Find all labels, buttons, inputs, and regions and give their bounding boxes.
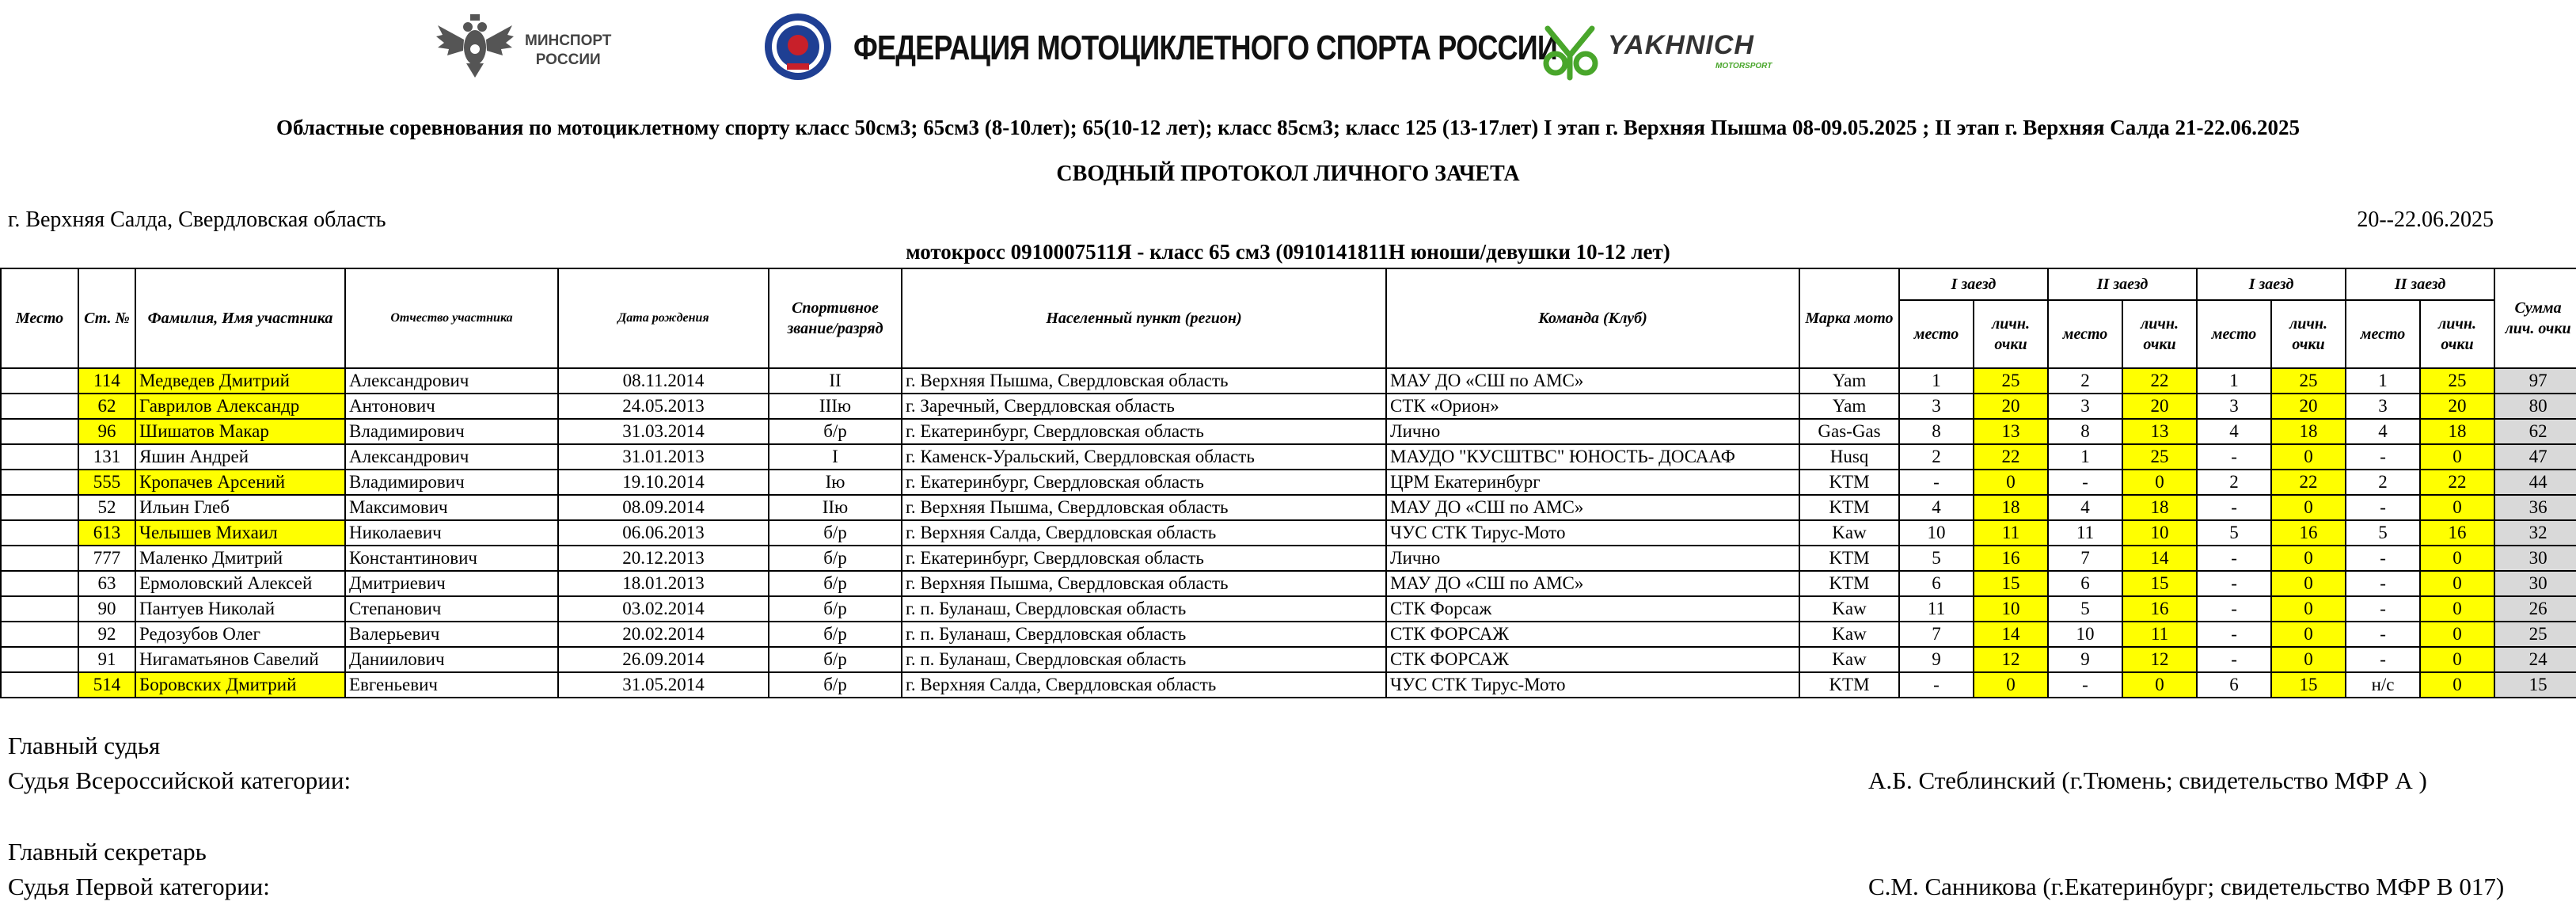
city-cell: г. Верхняя Пышма, Свердловская область xyxy=(902,571,1386,596)
total-points-cell: 30 xyxy=(2494,571,2576,596)
start-number-cell: 131 xyxy=(78,444,135,470)
table-row xyxy=(1,622,2576,647)
table-row xyxy=(1,647,2576,672)
sport-rank-cell: Iю xyxy=(769,470,902,495)
race-4-place-cell: - xyxy=(2346,596,2420,622)
eagle-emblem-icon xyxy=(431,11,519,79)
rider-name-cell: Нигаматьянов Савелий xyxy=(135,647,345,672)
minsport-logo xyxy=(431,11,614,79)
header-name: Фамилия, Имя участника xyxy=(135,268,345,368)
total-points-cell: 26 xyxy=(2494,596,2576,622)
chief-secretary-title: Главный секретарь xyxy=(8,838,207,865)
header-race-4-points: личн. очки xyxy=(2420,300,2494,368)
start-number-cell: 514 xyxy=(78,672,135,698)
race-4-place-cell: - xyxy=(2346,622,2420,647)
total-points-cell: 30 xyxy=(2494,546,2576,571)
rank-place-cell xyxy=(1,571,78,596)
patronymic-cell: Степанович xyxy=(345,596,558,622)
federation-emblem-icon xyxy=(760,11,839,82)
race-4-points-cell: 25 xyxy=(2420,368,2494,394)
rank-place-cell xyxy=(1,596,78,622)
city-cell: г. п. Буланаш, Свердловская область xyxy=(902,622,1386,647)
team-cell: Лично xyxy=(1386,546,1799,571)
race-4-points-cell: 0 xyxy=(2420,571,2494,596)
total-points-cell: 80 xyxy=(2494,394,2576,419)
moto-brand-cell: KTM xyxy=(1799,672,1899,698)
header-birth: Дата рождения xyxy=(558,268,769,368)
race-2-points-cell: 12 xyxy=(2122,647,2197,672)
rider-name-cell: Ильин Глеб xyxy=(135,495,345,520)
team-cell: МАУ ДО «СШ по АМС» xyxy=(1386,571,1799,596)
sport-rank-cell: б/р xyxy=(769,596,902,622)
race-1-points-cell: 14 xyxy=(1974,622,2048,647)
race-4-points-cell: 16 xyxy=(2420,520,2494,546)
logos-bar xyxy=(0,6,2576,79)
federation-name: ФЕДЕРАЦИЯ МОТОЦИКЛЕТНОГО СПОРТА РОССИИ xyxy=(853,29,1558,67)
moto-brand-cell: KTM xyxy=(1799,470,1899,495)
race-4-points-cell: 0 xyxy=(2420,546,2494,571)
team-cell: СТК Форсаж xyxy=(1386,596,1799,622)
race-1-place-cell: 11 xyxy=(1899,596,1974,622)
rank-place-cell xyxy=(1,444,78,470)
event-dates: 20--22.06.2025 xyxy=(2357,207,2494,232)
start-number-cell: 114 xyxy=(78,368,135,394)
competition-title: Областные соревнования по мотоциклетному спорту класс 50см3; 65см3 (8-10лет); 65(10-12 лет); класс 85см3; класс 125 (13-17лет) I этап г. Верхняя Пышма 08-09.05.2025 ; II этап г. Верхняя Салда 21-22.06.2025 xyxy=(275,116,2301,139)
race-1-place-cell: 1 xyxy=(1899,368,1974,394)
rank-place-cell xyxy=(1,368,78,394)
race-2-points-cell: 22 xyxy=(2122,368,2197,394)
race-4-points-cell: 20 xyxy=(2420,394,2494,419)
city-cell: г. Верхняя Пышма, Свердловская область xyxy=(902,495,1386,520)
race-1-points-cell: 13 xyxy=(1974,419,2048,444)
race-4-place-cell: 1 xyxy=(2346,368,2420,394)
race-4-points-cell: 0 xyxy=(2420,622,2494,647)
moto-brand-cell: KTM xyxy=(1799,495,1899,520)
patronymic-cell: Антонович xyxy=(345,394,558,419)
race-1-points-cell: 12 xyxy=(1974,647,2048,672)
header-race-2: II заезд xyxy=(2048,268,2197,300)
race-2-place-cell: 6 xyxy=(2048,571,2122,596)
patronymic-cell: Александрович xyxy=(345,368,558,394)
header-race-1-points: личн. очки xyxy=(1974,300,2048,368)
race-2-points-cell: 15 xyxy=(2122,571,2197,596)
race-3-points-cell: 0 xyxy=(2271,647,2346,672)
race-2-points-cell: 20 xyxy=(2122,394,2197,419)
header-race-2-points: личн. очки xyxy=(2122,300,2197,368)
birth-date-cell: 03.02.2014 xyxy=(558,596,769,622)
table-row xyxy=(1,571,2576,596)
race-1-points-cell: 0 xyxy=(1974,470,2048,495)
race-4-place-cell: - xyxy=(2346,647,2420,672)
team-cell: СТК «Орион» xyxy=(1386,394,1799,419)
start-number-cell: 777 xyxy=(78,546,135,571)
header-race-1: I заезд xyxy=(1899,268,2048,300)
race-4-points-cell: 0 xyxy=(2420,647,2494,672)
start-number-cell: 52 xyxy=(78,495,135,520)
team-cell: ЧУС СТК Тирус-Мото xyxy=(1386,672,1799,698)
start-number-cell: 96 xyxy=(78,419,135,444)
city-cell: г. Екатеринбург, Свердловская область xyxy=(902,546,1386,571)
birth-date-cell: 20.12.2013 xyxy=(558,546,769,571)
header-patronymic: Отчество участника xyxy=(345,268,558,368)
patronymic-cell: Валерьевич xyxy=(345,622,558,647)
rider-name-cell: Пантуев Николай xyxy=(135,596,345,622)
race-2-points-cell: 0 xyxy=(2122,470,2197,495)
race-3-place-cell: - xyxy=(2197,647,2271,672)
sport-rank-cell: б/р xyxy=(769,520,902,546)
chief-secretary-category: Судья Первой категории: xyxy=(8,873,270,900)
patronymic-cell: Дмитриевич xyxy=(345,571,558,596)
federation-logo xyxy=(760,11,1558,82)
rider-name-cell: Боровских Дмитрий xyxy=(135,672,345,698)
city-cell: г. Верхняя Салда, Свердловская область xyxy=(902,672,1386,698)
race-2-place-cell: 2 xyxy=(2048,368,2122,394)
table-row xyxy=(1,520,2576,546)
moto-brand-cell: Kaw xyxy=(1799,520,1899,546)
team-cell: СТК ФОРСАЖ xyxy=(1386,622,1799,647)
team-cell: Лично xyxy=(1386,419,1799,444)
start-number-cell: 92 xyxy=(78,622,135,647)
patronymic-cell: Евгеньевич xyxy=(345,672,558,698)
race-3-place-cell: 1 xyxy=(2197,368,2271,394)
start-number-cell: 555 xyxy=(78,470,135,495)
team-cell: МАУ ДО «СШ по АМС» xyxy=(1386,495,1799,520)
table-row xyxy=(1,672,2576,698)
total-points-cell: 32 xyxy=(2494,520,2576,546)
race-2-place-cell: 9 xyxy=(2048,647,2122,672)
chief-judge-name: А.Б. Стеблинский (г.Тюмень; свидетельство МФР А ) xyxy=(1868,766,2427,794)
table-row xyxy=(1,368,2576,394)
rank-place-cell xyxy=(1,672,78,698)
sport-rank-cell: б/р xyxy=(769,419,902,444)
race-4-place-cell: - xyxy=(2346,546,2420,571)
sport-rank-cell: б/р xyxy=(769,546,902,571)
race-1-place-cell: 9 xyxy=(1899,647,1974,672)
rank-place-cell xyxy=(1,647,78,672)
birth-date-cell: 24.05.2013 xyxy=(558,394,769,419)
race-4-place-cell: 3 xyxy=(2346,394,2420,419)
table-row xyxy=(1,444,2576,470)
race-1-place-cell: 3 xyxy=(1899,394,1974,419)
header-race-3: I заезд xyxy=(2197,268,2346,300)
birth-date-cell: 20.02.2014 xyxy=(558,622,769,647)
race-3-place-cell: - xyxy=(2197,495,2271,520)
moto-brand-cell: Gas-Gas xyxy=(1799,419,1899,444)
race-3-points-cell: 0 xyxy=(2271,571,2346,596)
race-1-points-cell: 11 xyxy=(1974,520,2048,546)
birth-date-cell: 06.06.2013 xyxy=(558,520,769,546)
rank-place-cell xyxy=(1,495,78,520)
header-moto: Марка мото xyxy=(1799,268,1899,368)
race-3-points-cell: 22 xyxy=(2271,470,2346,495)
start-number-cell: 63 xyxy=(78,571,135,596)
total-points-cell: 25 xyxy=(2494,622,2576,647)
race-3-points-cell: 20 xyxy=(2271,394,2346,419)
rider-name-cell: Челышев Михаил xyxy=(135,520,345,546)
race-4-points-cell: 0 xyxy=(2420,495,2494,520)
chief-judge-category: Судья Всероссийской категории: xyxy=(8,766,351,794)
patronymic-cell: Владимирович xyxy=(345,470,558,495)
race-2-place-cell: - xyxy=(2048,470,2122,495)
header-race-3-place: место xyxy=(2197,300,2271,368)
chief-judge-title: Главный судья xyxy=(8,732,161,759)
race-2-points-cell: 16 xyxy=(2122,596,2197,622)
table-row xyxy=(1,495,2576,520)
race-2-points-cell: 13 xyxy=(2122,419,2197,444)
city-cell: г. Екатеринбург, Свердловская область xyxy=(902,470,1386,495)
start-number-cell: 613 xyxy=(78,520,135,546)
race-2-points-cell: 18 xyxy=(2122,495,2197,520)
race-2-place-cell: 8 xyxy=(2048,419,2122,444)
race-1-place-cell: - xyxy=(1899,672,1974,698)
race-2-points-cell: 14 xyxy=(2122,546,2197,571)
race-1-points-cell: 20 xyxy=(1974,394,2048,419)
sport-rank-cell: б/р xyxy=(769,622,902,647)
yakhnich-emblem-icon xyxy=(1540,19,1603,82)
race-4-points-cell: 0 xyxy=(2420,672,2494,698)
city-cell: г. Заречный, Свердловская область xyxy=(902,394,1386,419)
birth-date-cell: 26.09.2014 xyxy=(558,647,769,672)
moto-brand-cell: Yam xyxy=(1799,368,1899,394)
class-subtitle: мотокросс 0910007511Я - класс 65 см3 (0910141811Н юноши/девушки 10-12 лет) xyxy=(906,240,1670,264)
team-cell: ЦРМ Екатеринбург xyxy=(1386,470,1799,495)
header-place: Место xyxy=(1,268,78,368)
race-3-place-cell: 6 xyxy=(2197,672,2271,698)
sport-rank-cell: б/р xyxy=(769,571,902,596)
race-3-points-cell: 0 xyxy=(2271,546,2346,571)
race-1-points-cell: 0 xyxy=(1974,672,2048,698)
race-1-place-cell: 5 xyxy=(1899,546,1974,571)
race-2-points-cell: 10 xyxy=(2122,520,2197,546)
patronymic-cell: Максимович xyxy=(345,495,558,520)
header-race-1-place: место xyxy=(1899,300,1974,368)
rider-name-cell: Кропачев Арсений xyxy=(135,470,345,495)
race-2-points-cell: 11 xyxy=(2122,622,2197,647)
rank-place-cell xyxy=(1,470,78,495)
race-2-points-cell: 0 xyxy=(2122,672,2197,698)
table-row xyxy=(1,596,2576,622)
total-points-cell: 47 xyxy=(2494,444,2576,470)
sponsor-logo xyxy=(1540,19,1801,82)
race-4-place-cell: н/с xyxy=(2346,672,2420,698)
results-table xyxy=(0,268,2576,698)
rider-name-cell: Маленко Дмитрий xyxy=(135,546,345,571)
race-4-points-cell: 0 xyxy=(2420,444,2494,470)
total-points-cell: 36 xyxy=(2494,495,2576,520)
moto-brand-cell: Kaw xyxy=(1799,596,1899,622)
table-row xyxy=(1,394,2576,419)
rank-place-cell xyxy=(1,546,78,571)
race-2-points-cell: 25 xyxy=(2122,444,2197,470)
race-4-place-cell: 5 xyxy=(2346,520,2420,546)
birth-date-cell: 31.05.2014 xyxy=(558,672,769,698)
race-3-place-cell: - xyxy=(2197,622,2271,647)
protocol-title: СВОДНЫЙ ПРОТОКОЛ ЛИЧНОГО ЗАЧЕТА xyxy=(1056,162,1520,186)
race-3-place-cell: 5 xyxy=(2197,520,2271,546)
moto-brand-cell: Husq xyxy=(1799,444,1899,470)
sponsor-sub: MOTORSPORT xyxy=(1715,62,1772,70)
patronymic-cell: Александрович xyxy=(345,444,558,470)
race-1-place-cell: 10 xyxy=(1899,520,1974,546)
race-4-points-cell: 22 xyxy=(2420,470,2494,495)
rank-place-cell xyxy=(1,419,78,444)
city-cell: г. п. Буланаш, Свердловская область xyxy=(902,596,1386,622)
race-1-place-cell: 4 xyxy=(1899,495,1974,520)
race-3-points-cell: 16 xyxy=(2271,520,2346,546)
race-1-place-cell: 2 xyxy=(1899,444,1974,470)
race-3-place-cell: - xyxy=(2197,571,2271,596)
sport-rank-cell: б/р xyxy=(769,672,902,698)
total-points-cell: 15 xyxy=(2494,672,2576,698)
race-1-points-cell: 22 xyxy=(1974,444,2048,470)
total-points-cell: 62 xyxy=(2494,419,2576,444)
sport-rank-cell: II xyxy=(769,368,902,394)
header-rank: Спортивное звание/разряд xyxy=(769,268,902,368)
race-3-place-cell: - xyxy=(2197,546,2271,571)
patronymic-cell: Константинович xyxy=(345,546,558,571)
team-cell: ЧУС СТК Тирус-Мото xyxy=(1386,520,1799,546)
city-cell: г. Каменск-Уральский, Свердловская область xyxy=(902,444,1386,470)
race-4-place-cell: 4 xyxy=(2346,419,2420,444)
race-4-place-cell: - xyxy=(2346,444,2420,470)
race-2-place-cell: 5 xyxy=(2048,596,2122,622)
moto-brand-cell: KTM xyxy=(1799,546,1899,571)
race-1-points-cell: 15 xyxy=(1974,571,2048,596)
race-3-place-cell: 2 xyxy=(2197,470,2271,495)
rider-name-cell: Яшин Андрей xyxy=(135,444,345,470)
results-body xyxy=(1,368,2576,698)
start-number-cell: 90 xyxy=(78,596,135,622)
race-3-place-cell: 3 xyxy=(2197,394,2271,419)
total-points-cell: 97 xyxy=(2494,368,2576,394)
sport-rank-cell: б/р xyxy=(769,647,902,672)
header-race-4: II заезд xyxy=(2346,268,2494,300)
header-race-3-points: личн. очки xyxy=(2271,300,2346,368)
header-total: Сумма лич. очки xyxy=(2494,268,2576,368)
race-4-place-cell: - xyxy=(2346,571,2420,596)
patronymic-cell: Даниилович xyxy=(345,647,558,672)
start-number-cell: 62 xyxy=(78,394,135,419)
city-cell: г. Екатеринбург, Свердловская область xyxy=(902,419,1386,444)
moto-brand-cell: KTM xyxy=(1799,571,1899,596)
birth-date-cell: 31.01.2013 xyxy=(558,444,769,470)
team-cell: МАУДО "КУСШТВС" ЮНОСТЬ- ДОСААФ xyxy=(1386,444,1799,470)
table-row xyxy=(1,470,2576,495)
race-2-place-cell: 7 xyxy=(2048,546,2122,571)
moto-brand-cell: Kaw xyxy=(1799,622,1899,647)
race-3-points-cell: 18 xyxy=(2271,419,2346,444)
race-3-place-cell: 4 xyxy=(2197,419,2271,444)
race-2-place-cell: 3 xyxy=(2048,394,2122,419)
race-3-points-cell: 25 xyxy=(2271,368,2346,394)
race-4-points-cell: 18 xyxy=(2420,419,2494,444)
header-team: Команда (Клуб) xyxy=(1386,268,1799,368)
header-start-no: Ст. № xyxy=(78,268,135,368)
race-2-place-cell: 4 xyxy=(2048,495,2122,520)
start-number-cell: 91 xyxy=(78,647,135,672)
birth-date-cell: 31.03.2014 xyxy=(558,419,769,444)
race-1-place-cell: - xyxy=(1899,470,1974,495)
race-1-points-cell: 18 xyxy=(1974,495,2048,520)
race-1-points-cell: 16 xyxy=(1974,546,2048,571)
race-4-points-cell: 0 xyxy=(2420,596,2494,622)
patronymic-cell: Владимирович xyxy=(345,419,558,444)
rider-name-cell: Медведев Дмитрий xyxy=(135,368,345,394)
rider-name-cell: Шишатов Макар xyxy=(135,419,345,444)
race-3-place-cell: - xyxy=(2197,444,2271,470)
city-cell: г. п. Буланаш, Свердловская область xyxy=(902,647,1386,672)
moto-brand-cell: Yam xyxy=(1799,394,1899,419)
rank-place-cell xyxy=(1,394,78,419)
race-2-place-cell: 10 xyxy=(2048,622,2122,647)
minsport-line1: МИНСПОРТ xyxy=(525,32,612,49)
city-cell: г. Верхняя Салда, Свердловская область xyxy=(902,520,1386,546)
patronymic-cell: Николаевич xyxy=(345,520,558,546)
sport-rank-cell: IIIю xyxy=(769,394,902,419)
race-2-place-cell: - xyxy=(2048,672,2122,698)
venue-location: г. Верхняя Салда, Свердловская область xyxy=(8,207,386,232)
team-cell: СТК ФОРСАЖ xyxy=(1386,647,1799,672)
total-points-cell: 24 xyxy=(2494,647,2576,672)
sponsor-name: YAKHNICH xyxy=(1608,30,1754,60)
rider-name-cell: Ермоловский Алексей xyxy=(135,571,345,596)
city-cell: г. Верхняя Пышма, Свердловская область xyxy=(902,368,1386,394)
rank-place-cell xyxy=(1,622,78,647)
sport-rank-cell: IIю xyxy=(769,495,902,520)
rider-name-cell: Гаврилов Александр xyxy=(135,394,345,419)
race-1-points-cell: 10 xyxy=(1974,596,2048,622)
rider-name-cell: Редозубов Олег xyxy=(135,622,345,647)
race-3-points-cell: 0 xyxy=(2271,622,2346,647)
birth-date-cell: 08.09.2014 xyxy=(558,495,769,520)
race-3-points-cell: 15 xyxy=(2271,672,2346,698)
header-race-2-place: место xyxy=(2048,300,2122,368)
race-1-place-cell: 7 xyxy=(1899,622,1974,647)
table-row xyxy=(1,419,2576,444)
rank-place-cell xyxy=(1,520,78,546)
race-3-place-cell: - xyxy=(2197,596,2271,622)
race-1-place-cell: 8 xyxy=(1899,419,1974,444)
moto-brand-cell: Kaw xyxy=(1799,647,1899,672)
race-1-place-cell: 6 xyxy=(1899,571,1974,596)
race-2-place-cell: 1 xyxy=(2048,444,2122,470)
race-4-place-cell: - xyxy=(2346,495,2420,520)
chief-secretary-name: С.М. Санникова (г.Екатеринбург; свидетельство МФР В 017) xyxy=(1868,873,2505,900)
birth-date-cell: 08.11.2014 xyxy=(558,368,769,394)
header-city: Населенный пункт (регион) xyxy=(902,268,1386,368)
header-race-4-place: место xyxy=(2346,300,2420,368)
race-4-place-cell: 2 xyxy=(2346,470,2420,495)
total-points-cell: 44 xyxy=(2494,470,2576,495)
team-cell: МАУ ДО «СШ по АМС» xyxy=(1386,368,1799,394)
sport-rank-cell: I xyxy=(769,444,902,470)
birth-date-cell: 18.01.2013 xyxy=(558,571,769,596)
table-row xyxy=(1,546,2576,571)
race-2-place-cell: 11 xyxy=(2048,520,2122,546)
birth-date-cell: 19.10.2014 xyxy=(558,470,769,495)
race-3-points-cell: 0 xyxy=(2271,596,2346,622)
race-1-points-cell: 25 xyxy=(1974,368,2048,394)
race-3-points-cell: 0 xyxy=(2271,495,2346,520)
minsport-line2: РОССИИ xyxy=(535,51,601,68)
race-3-points-cell: 0 xyxy=(2271,444,2346,470)
